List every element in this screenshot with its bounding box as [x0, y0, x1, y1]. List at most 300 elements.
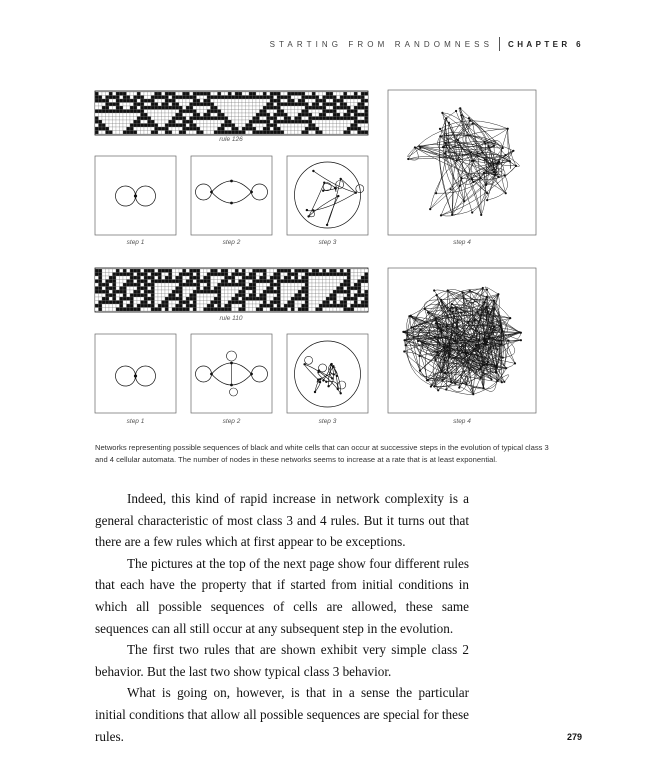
ca-cell	[281, 283, 285, 287]
ca-cell	[186, 96, 190, 100]
ca-cell	[141, 290, 145, 294]
network-node	[436, 294, 438, 296]
ca-cell	[295, 120, 299, 124]
ca-cell	[291, 113, 295, 117]
ca-cell	[291, 117, 295, 121]
ca-cell	[130, 103, 134, 107]
ca-cell	[246, 294, 250, 298]
network-node	[427, 379, 429, 381]
ca-cell	[200, 287, 204, 291]
ca-cell	[312, 273, 316, 277]
ca-cell	[330, 113, 334, 117]
step-4-label: step 4	[453, 239, 471, 246]
ca-cell	[158, 269, 162, 273]
ca-cell	[239, 273, 243, 277]
ca-cell	[211, 283, 215, 287]
network-node	[465, 352, 467, 354]
network-node	[497, 293, 499, 295]
ca-cell	[169, 120, 173, 124]
ca-cell	[330, 308, 334, 312]
network-node	[487, 311, 489, 313]
ca-cell	[319, 280, 323, 284]
ca-cell	[323, 297, 327, 301]
ca-cell	[281, 96, 285, 100]
network-node	[326, 224, 328, 226]
network-node	[322, 379, 324, 381]
ca-cell	[214, 131, 218, 135]
ca-cell	[190, 99, 194, 103]
ca-cell	[326, 99, 330, 103]
ca-cell	[312, 301, 316, 305]
ca-cell	[323, 117, 327, 121]
ca-cell	[95, 283, 99, 287]
ca-cell	[235, 127, 239, 131]
ca-cell	[270, 117, 274, 121]
ca-cell	[232, 106, 236, 110]
network-node	[441, 112, 443, 114]
ca-cell	[309, 99, 313, 103]
ca-cell	[344, 110, 348, 114]
network-node	[424, 308, 426, 310]
ca-cell	[344, 276, 348, 280]
ca-cell	[183, 92, 187, 96]
ca-cell	[232, 290, 236, 294]
ca-cell	[179, 297, 183, 301]
ca-cell	[274, 276, 278, 280]
ca-cell	[211, 280, 215, 284]
ca-cell	[148, 127, 152, 131]
ca-cell	[204, 96, 208, 100]
ca-cell	[312, 304, 316, 308]
ca-cell	[309, 273, 313, 277]
ca-cell	[183, 269, 187, 273]
ca-cell	[179, 280, 183, 284]
ca-cell	[221, 283, 225, 287]
ca-cell	[242, 127, 246, 131]
ca-cell	[190, 273, 194, 277]
ca-cell	[249, 110, 253, 114]
ca-cell	[242, 304, 246, 308]
ca-cell	[130, 280, 134, 284]
network-node	[454, 340, 456, 342]
ca-cell	[204, 110, 208, 114]
network-node	[501, 330, 503, 332]
ca-cell	[183, 99, 187, 103]
ca-cell	[232, 308, 236, 312]
ca-cell	[358, 280, 362, 284]
ca-cell	[207, 273, 211, 277]
network-node	[451, 303, 453, 305]
ca-cell	[239, 287, 243, 291]
ca-cell	[302, 117, 306, 121]
ca-cell	[228, 127, 232, 131]
ca-cell	[333, 92, 337, 96]
ca-cell	[351, 276, 355, 280]
ca-cell	[354, 113, 358, 117]
ca-cell	[263, 297, 267, 301]
ca-cell	[260, 308, 264, 312]
ca-cell	[109, 106, 113, 110]
ca-cell	[298, 276, 302, 280]
ca-cell	[361, 117, 365, 121]
network-node	[467, 362, 469, 364]
ca-cell	[270, 290, 274, 294]
ca-cell	[106, 103, 110, 107]
ca-cell	[270, 92, 274, 96]
ca-cell	[305, 290, 309, 294]
ca-cell	[169, 103, 173, 107]
ca-cell	[361, 294, 365, 298]
ca-cell	[221, 99, 225, 103]
ca-cell	[134, 287, 138, 291]
ca-cell	[151, 96, 155, 100]
ca-cell	[305, 280, 309, 284]
ca-cell	[99, 294, 103, 298]
ca-cell	[274, 301, 278, 305]
ca-cell	[172, 301, 176, 305]
ca-cell	[176, 92, 180, 96]
ca-cell	[211, 96, 215, 100]
ca-cell	[186, 92, 190, 96]
ca-cell	[186, 269, 190, 273]
ca-cell	[134, 273, 138, 277]
ca-cell	[207, 283, 211, 287]
network-node	[459, 185, 461, 187]
ca-cell	[309, 269, 313, 273]
ca-cell	[113, 283, 117, 287]
ca-cell	[214, 297, 218, 301]
ca-cell	[106, 304, 110, 308]
ca-cell	[347, 124, 351, 128]
network-node	[520, 339, 522, 341]
ca-cell	[193, 106, 197, 110]
ca-cell	[326, 283, 330, 287]
ca-cell	[302, 113, 306, 117]
ca-cell	[207, 287, 211, 291]
ca-cell	[344, 280, 348, 284]
ca-cell	[267, 308, 271, 312]
ca-cell	[172, 273, 176, 277]
ca-cell	[263, 308, 267, 312]
ca-cell	[197, 276, 201, 280]
ca-cell	[204, 113, 208, 117]
ca-cell	[358, 117, 362, 121]
ca-cell	[288, 103, 292, 107]
network-node	[440, 214, 442, 216]
ca-cell	[274, 294, 278, 298]
network-node	[436, 322, 438, 324]
ca-cell	[225, 120, 229, 124]
ca-cell	[169, 92, 173, 96]
ca-cell	[260, 131, 264, 135]
ca-cell	[319, 294, 323, 298]
ca-cell	[106, 120, 110, 124]
ca-cell	[218, 131, 222, 135]
ca-cell	[123, 131, 127, 135]
ca-cell	[102, 287, 106, 291]
ca-cell	[309, 276, 313, 280]
ca-cell	[309, 297, 313, 301]
ca-cell	[295, 99, 299, 103]
ca-cell	[267, 117, 271, 121]
ca-cell	[218, 106, 222, 110]
ca-cell	[298, 131, 302, 135]
ca-cell	[225, 304, 229, 308]
ca-cell	[305, 131, 309, 135]
ca-cell	[340, 297, 344, 301]
ca-cell	[260, 99, 264, 103]
ca-cell	[102, 297, 106, 301]
ca-cell	[270, 276, 274, 280]
ca-cell	[270, 304, 274, 308]
ca-cell	[358, 290, 362, 294]
ca-cell	[312, 280, 316, 284]
ca-cell	[330, 124, 334, 128]
ca-cell	[253, 99, 257, 103]
ca-cell	[221, 276, 225, 280]
ca-cell	[333, 99, 337, 103]
network-node	[419, 370, 421, 372]
network-node	[470, 151, 472, 153]
ca-cell	[358, 103, 362, 107]
ca-cell	[221, 117, 225, 121]
ca-cell	[270, 99, 274, 103]
ca-cell	[312, 283, 316, 287]
ca-cell	[116, 276, 120, 280]
ca-cell	[218, 283, 222, 287]
ca-cell	[330, 273, 334, 277]
ca-cell	[190, 127, 194, 131]
ca-cell	[183, 110, 187, 114]
ca-cell	[228, 287, 232, 291]
network-node	[456, 160, 458, 162]
ca-cell	[141, 280, 145, 284]
ca-cell	[365, 92, 369, 96]
ca-cell	[162, 110, 166, 114]
ca-cell	[316, 96, 320, 100]
network-node	[486, 199, 488, 201]
ca-cell	[127, 304, 131, 308]
ca-cell	[288, 301, 292, 305]
ca-cell	[284, 131, 288, 135]
ca-cell	[365, 283, 369, 287]
network-node	[337, 388, 339, 390]
ca-cell	[127, 106, 131, 110]
ca-cell	[253, 127, 257, 131]
ca-cell	[305, 117, 309, 121]
ca-cell	[351, 99, 355, 103]
ca-cell	[218, 103, 222, 107]
ca-cell	[162, 269, 166, 273]
ca-cell	[120, 287, 124, 291]
ca-cell	[211, 290, 215, 294]
ca-cell	[158, 283, 162, 287]
ca-cell	[113, 124, 117, 128]
ca-cell	[235, 92, 239, 96]
ca-cell	[130, 308, 134, 312]
ca-cell	[109, 273, 113, 277]
ca-cell	[312, 110, 316, 114]
ca-cell	[144, 294, 148, 298]
ca-cell	[200, 131, 204, 135]
ca-cell	[256, 127, 260, 131]
network-node	[482, 387, 484, 389]
ca-cell	[365, 99, 369, 103]
ca-cell	[302, 131, 306, 135]
ca-cell	[330, 103, 334, 107]
network-node	[442, 379, 444, 381]
ca-cell	[113, 120, 117, 124]
ca-cell	[288, 120, 292, 124]
ca-cell	[148, 294, 152, 298]
ca-cell	[291, 297, 295, 301]
ca-cell	[95, 113, 99, 117]
ca-cell	[95, 280, 99, 284]
ca-cell	[148, 273, 152, 277]
network-node	[497, 162, 499, 164]
network-node	[502, 147, 504, 149]
ca-cell	[347, 294, 351, 298]
ca-cell	[277, 276, 281, 280]
ca-cell	[148, 103, 152, 107]
ca-cell	[337, 124, 341, 128]
ca-cell	[158, 276, 162, 280]
ca-cell	[165, 96, 169, 100]
ca-cell	[284, 287, 288, 291]
ca-cell	[214, 308, 218, 312]
ca-cell	[113, 294, 117, 298]
ca-cell	[305, 297, 309, 301]
ca-cell	[347, 131, 351, 135]
network-node	[312, 170, 314, 172]
ca-cell	[228, 301, 232, 305]
ca-cell	[298, 117, 302, 121]
ca-cell	[186, 99, 190, 103]
ca-cell	[319, 96, 323, 100]
ca-cell	[316, 276, 320, 280]
ca-cell	[323, 96, 327, 100]
ca-cell	[225, 273, 229, 277]
ca-cell	[109, 96, 113, 100]
ca-cell	[176, 96, 180, 100]
ca-cell	[242, 103, 246, 107]
ca-cell	[354, 131, 358, 135]
ca-cell	[165, 269, 169, 273]
ca-cell	[144, 280, 148, 284]
ca-cell	[99, 117, 103, 121]
ca-cell	[144, 308, 148, 312]
ca-cell	[249, 308, 253, 312]
ca-cell	[99, 308, 103, 312]
ca-cell	[148, 110, 152, 114]
ca-cell	[344, 308, 348, 312]
ca-cell	[274, 131, 278, 135]
ca-cell	[116, 113, 120, 117]
ca-cell	[162, 304, 166, 308]
network-node	[469, 120, 471, 122]
ca-cell	[214, 120, 218, 124]
ca-cell	[312, 294, 316, 298]
ca-cell	[344, 304, 348, 308]
ca-cell	[158, 308, 162, 312]
ca-cell	[106, 273, 110, 277]
ca-cell	[106, 280, 110, 284]
ca-cell	[109, 308, 113, 312]
ca-cell	[113, 308, 117, 312]
ca-cell	[218, 96, 222, 100]
ca-cell	[260, 290, 264, 294]
ca-cell	[151, 290, 155, 294]
ca-cell	[284, 304, 288, 308]
ca-cell	[169, 290, 173, 294]
ca-cell	[123, 99, 127, 103]
ca-cell	[172, 308, 176, 312]
ca-cell	[340, 113, 344, 117]
ca-cell	[354, 301, 358, 305]
ca-cell	[281, 92, 285, 96]
ca-cell	[326, 301, 330, 305]
ca-cell	[277, 290, 281, 294]
ca-cell	[333, 276, 337, 280]
ca-cell	[207, 117, 211, 121]
ca-cell	[302, 301, 306, 305]
ca-cell	[127, 127, 131, 131]
ca-cell	[113, 280, 117, 284]
ca-cell	[218, 308, 222, 312]
ca-cell	[158, 113, 162, 117]
ca-cell	[270, 131, 274, 135]
ca-cell	[200, 301, 204, 305]
ca-cell	[207, 131, 211, 135]
ca-cell	[249, 117, 253, 121]
network-node	[496, 348, 498, 350]
network-node	[439, 324, 441, 326]
ca-cell	[263, 287, 267, 291]
ca-cell	[312, 99, 316, 103]
ca-cell	[218, 280, 222, 284]
ca-cell	[365, 131, 369, 135]
step-1-label: step 1	[126, 418, 145, 425]
ca-cell	[225, 92, 229, 96]
ca-cell	[183, 113, 187, 117]
ca-cell	[172, 269, 176, 273]
ca-cell	[330, 106, 334, 110]
network-node	[481, 151, 483, 153]
ca-cell	[267, 280, 271, 284]
ca-cell	[221, 287, 225, 291]
ca-cell	[274, 99, 278, 103]
ca-cell	[242, 276, 246, 280]
ca-cell	[172, 276, 176, 280]
ca-cell	[270, 287, 274, 291]
ca-cell	[235, 304, 239, 308]
network-node	[417, 340, 419, 342]
ca-cell	[186, 117, 190, 121]
ca-cell	[337, 280, 341, 284]
ca-cell	[316, 304, 320, 308]
ca-cell	[263, 92, 267, 96]
ca-cell	[267, 124, 271, 128]
ca-cell	[190, 117, 194, 121]
network-node	[446, 325, 448, 327]
ca-cell	[305, 106, 309, 110]
ca-cell	[291, 301, 295, 305]
ca-cell	[176, 290, 180, 294]
ca-cell	[155, 120, 159, 124]
ca-cell	[116, 124, 120, 128]
ca-cell	[204, 106, 208, 110]
ca-cell	[162, 113, 166, 117]
